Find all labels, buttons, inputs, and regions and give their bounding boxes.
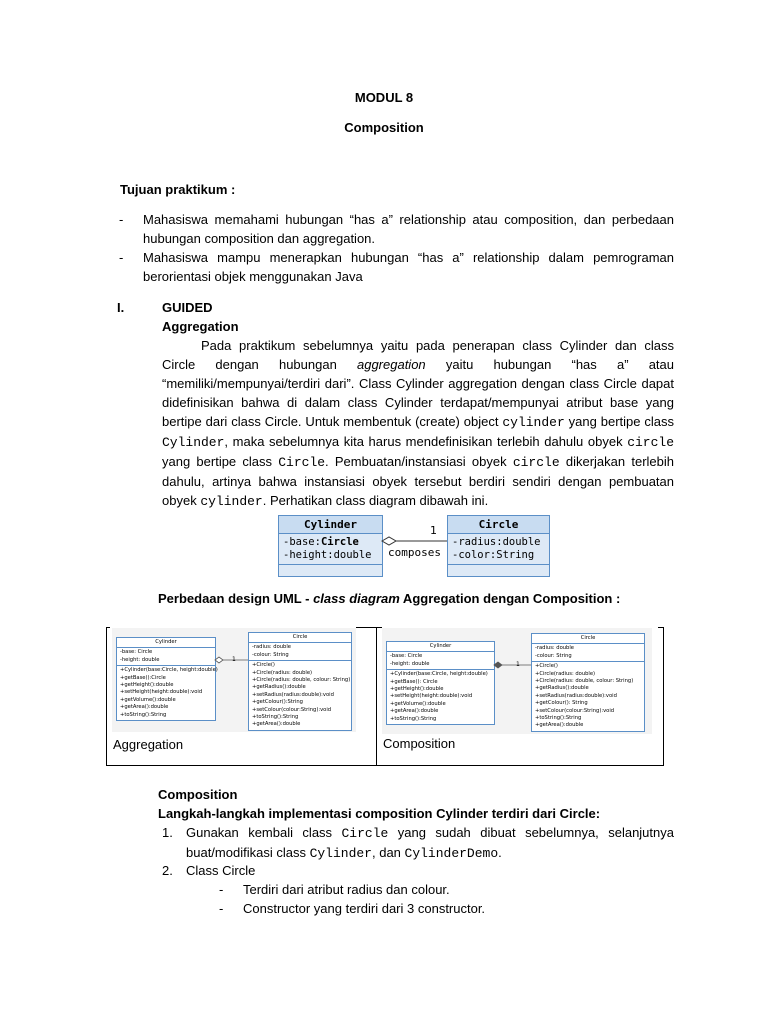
uml-attribute [283, 536, 378, 549]
step-2: Class Circle [186, 863, 256, 878]
uml-method: +Circle() [252, 662, 275, 669]
uml-method: +setColour(colour:String):void [252, 706, 332, 713]
diamond-icon [215, 657, 223, 663]
code-term: CylinderDemo [404, 846, 499, 861]
uml-method: +Circle(radius: double, colour: String) [535, 678, 634, 685]
uml-attribute: -radius:double [452, 536, 541, 548]
bullet-dash: - [219, 901, 224, 916]
uml-method: +getRadius():double [252, 684, 306, 691]
comp-class-cylinder [386, 641, 495, 725]
heading-text: Perbedaan design UML - [158, 591, 314, 606]
aggregation-paragraph [162, 336, 674, 511]
uml-attributes [249, 643, 351, 661]
code-term: cylinder [502, 415, 565, 430]
uml-method: +getRadius():double [535, 685, 589, 692]
section-heading: GUIDED [162, 300, 213, 315]
diamond-icon [382, 537, 396, 545]
uml-attributes [532, 644, 644, 662]
objectives-heading: Tujuan praktikum : [120, 182, 236, 197]
uml-attribute: -colour: String [535, 652, 572, 659]
step-number: 1. [162, 825, 173, 840]
agg-class-cylinder [116, 637, 216, 721]
uml-attribute: -base: Circle [120, 649, 153, 656]
module-title: Composition [344, 120, 424, 135]
bullet-dash: - [119, 250, 124, 265]
uml-class-name: Circle [249, 633, 351, 643]
step-2-sub-1: Terdiri dari atribut radius dan colour. [243, 882, 450, 897]
code-term: Circle [278, 455, 326, 470]
uml-class-name: Cylinder [387, 642, 494, 652]
para-text: yang bertipe class [162, 454, 279, 469]
module-number: MODUL 8 [354, 90, 414, 105]
uml-method: +toString():String [252, 714, 299, 721]
uml-method: +Cylinder(base:Circle, height:double) [120, 667, 218, 674]
uml-multiplicity: 1 [516, 661, 520, 668]
uml-method: +toString():String [120, 711, 167, 718]
para-text: . Perhatikan class diagram dibawah ini. [262, 493, 489, 508]
step-number: 2. [162, 863, 173, 878]
uml-method: +Circle(radius: double) [252, 669, 313, 676]
step-1 [186, 823, 674, 863]
uml-method: +getVolume():double [390, 700, 446, 707]
step-text: , dan [371, 845, 405, 860]
code-term: Circle [341, 826, 389, 841]
steps-heading: Langkah-langkah implementasi composition Cylinder terdiri dari Circle: [158, 806, 601, 821]
uml-methods [249, 661, 351, 730]
uml-attribute: -height:double [283, 549, 372, 561]
objective-item-2: Mahasiswa mampu menerapkan hubungan “has a” relationship dalam pemrograman berorientasi objek menggunakan Java [143, 250, 674, 284]
aggregation-caption: Aggregation [113, 737, 184, 752]
code-term: circle [512, 455, 560, 470]
uml-method: +Circle(radius: double) [535, 670, 596, 677]
uml-methods [532, 662, 644, 731]
comp-class-circle [531, 633, 645, 732]
uml-attr-label: -base: [283, 536, 321, 548]
code-term: Cylinder [162, 435, 225, 450]
uml-class-name: Cylinder [279, 516, 382, 534]
uml-method: +getBase(): Circle [390, 678, 438, 685]
uml-class-circle [447, 515, 550, 577]
agg-connector [214, 655, 248, 665]
uml-attribute: -height: double [390, 660, 430, 667]
para-text: dikerjakan terlebih dahulu, artinya bahwa instansiasi obyek tersebut berdiri sendiri dengan pembuatan obyek [162, 454, 674, 508]
uml-attributes [448, 534, 549, 565]
uml-method: +getArea():double [535, 722, 584, 729]
para-text: yang bertipe class [564, 414, 674, 429]
uml-composition-connector [381, 515, 448, 575]
para-text: , maka sebelumnya kita harus mendefinisikan terlebih dahulu obyek [224, 434, 628, 449]
uml-method: +setColour(colour:String):void [535, 707, 615, 714]
heading-emphasis: class diagram [313, 591, 400, 606]
uml-method: +getArea():double [390, 708, 439, 715]
uml-class-cylinder [278, 515, 383, 577]
uml-method: +getVolume():double [120, 696, 176, 703]
uml-attributes [117, 648, 215, 666]
uml-attribute: -height: double [120, 656, 160, 663]
sub-heading-aggregation: Aggregation [162, 319, 239, 334]
uml-relation-label: composes [388, 546, 441, 559]
composition-heading: Composition [158, 787, 238, 802]
uml-method: +getArea():double [252, 721, 301, 728]
bullet-dash: - [119, 212, 124, 227]
uml-methods [387, 670, 494, 724]
uml-class-name: Circle [448, 516, 549, 534]
filled-diamond-icon [494, 662, 502, 668]
uml-method: +setHeight(height:double):void [120, 689, 203, 696]
para-text: yaitu hubungan “has a” atau “memiliki/mempunyai/terdiri dari”. Class Cylinder aggregation dengan class Circle dapat didefinisikan bahwa di dalam class Cylinder terdapat/mempunyai atribut base yang bertipe dari class Circle. Untuk membentuk (create) object [162, 357, 674, 429]
uml-attribute: -radius: double [535, 645, 574, 652]
step-text: yang sudah dibuat sebelumnya, selanjutnya buat/modifikasi class [186, 825, 674, 860]
code-term: Cylinder [309, 846, 372, 861]
uml-attribute: -base: Circle [390, 653, 423, 660]
step-text: . [498, 845, 502, 860]
uml-attributes [387, 652, 494, 670]
uml-multiplicity: 1 [430, 524, 437, 537]
uml-class-name: Cylinder [117, 638, 215, 648]
uml-class-name: Circle [532, 634, 644, 644]
step-text: Gunakan kembali class [186, 825, 342, 840]
section-numeral: I. [117, 300, 125, 315]
para-text: . Pembuatan/instansiasi obyek [325, 454, 513, 469]
uml-multiplicity: 1 [232, 656, 236, 663]
uml-method: +getHeight():double [120, 682, 174, 689]
uml-attribute: -radius: double [252, 644, 291, 651]
uml-attribute: -color:String [452, 549, 535, 561]
table-divider [376, 627, 377, 766]
uml-method: +toString():String [390, 715, 437, 722]
uml-method: +setRadius(radius:double):void [252, 691, 334, 698]
uml-method: +getHeight():double [390, 686, 444, 693]
uml-method: +getColour():String [252, 699, 303, 706]
para-emphasis: aggregation [356, 357, 426, 372]
bullet-dash: - [219, 882, 224, 897]
objective-item-1: Mahasiswa memahami hubungan “has a” relationship atau composition, dan perbedaan hubungan composition dan aggregation. [143, 212, 674, 246]
uml-method: +Cylinder(base:Circle, height:double) [390, 671, 488, 678]
code-term: cylinder [200, 494, 263, 509]
uml-method: +Circle() [535, 663, 558, 670]
uml-attribute: -colour: String [252, 651, 289, 658]
uml-method: +Circle(radius: double, colour: String) [252, 677, 351, 684]
uml-method: +getBase():Circle [120, 674, 166, 681]
step-2-sub-2: Constructor yang terdiri dari 3 constructor. [243, 901, 486, 916]
uml-method: +getArea():double [120, 704, 169, 711]
comp-connector [493, 660, 531, 670]
uml-method: +toString():String [535, 715, 582, 722]
para-text: Pada praktikum sebelumnya yaitu pada penerapan class Cylinder dan class Circle dengan hubungan [162, 338, 674, 372]
code-term: circle [627, 435, 674, 450]
heading-text: Aggregation dengan Composition : [399, 591, 621, 606]
uml-method: +setHeight(height:double):void [390, 693, 473, 700]
composition-caption: Composition [383, 736, 456, 751]
uml-method: +setRadius(radius:double):void [535, 692, 617, 699]
uml-methods [117, 666, 218, 720]
comparison-heading [158, 589, 620, 608]
uml-attr-type: Circle [320, 536, 359, 548]
uml-method: +getColour(): String [535, 700, 588, 707]
agg-class-circle [248, 632, 352, 731]
uml-attributes [279, 534, 382, 565]
